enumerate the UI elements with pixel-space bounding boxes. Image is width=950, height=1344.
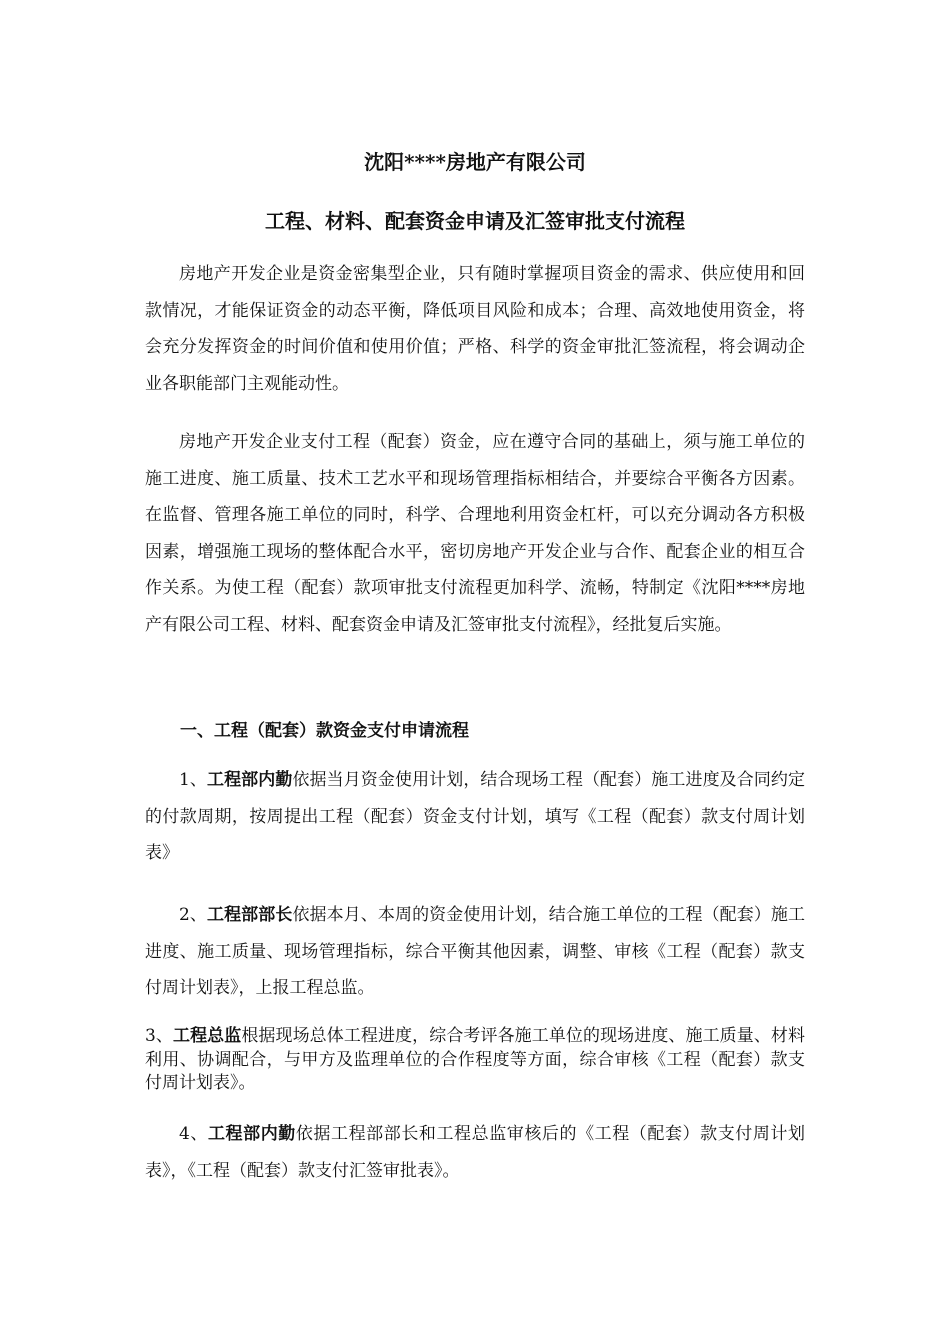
item-text: 根据现场总体工程进度，综合考评各施工单位的现场进度、施工质量、材料利用、协调配合，与甲方及监理单位的合作程度等方面，综合审核《工程（配套）款支付周计划表》。: [145, 1026, 805, 1093]
item-role: 工程部部长: [207, 905, 293, 925]
item-number: 1、: [179, 770, 207, 790]
list-item-3: [145, 1025, 805, 1096]
item-text: 依据工程部部长和工程总监审核后的《工程（配套）款支付周计划表》，《工程（配套）款支付汇签审批表》。: [145, 1124, 805, 1181]
item-role: 工程总监: [172, 1026, 242, 1046]
company-name: 沈阳****房地产有限公司: [364, 150, 586, 174]
item-role: 工程部内勤: [207, 1124, 296, 1144]
intro-paragraph-2: 房地产开发企业支付工程（配套）资金，应在遵守合同的基础上，须与施工单位的施工进度、施工质量、技术工艺水平和现场管理指标相结合，并要综合平衡各方因素。在监督、管理各施工单位的同时，科学、合理地利用资金杠杆，可以充分调动各方积极因素，增强施工现场的整体配合水平，密切房地产开发企业与合作、配套企业的相互合作关系。为使工程（配套）款项审批支付流程更加科学、流畅，特制定《沈阳****房地产有限公司工程、材料、配套资金申请及汇签审批支付流程》，经批复后实施。: [145, 432, 805, 635]
item-number: 4、: [179, 1124, 208, 1144]
intro-paragraph-1: 房地产开发企业是资金密集型企业，只有随时掌握项目资金的需求、供应使用和回款情况，才能保证资金的动态平衡，降低项目风险和成本；合理、高效地使用资金，将会充分发挥资金的时间价值和使用价值；严格、科学的资金审批汇签流程，将会调动企业各职能部门主观能动性。: [145, 264, 805, 394]
list-item-4: [145, 1116, 805, 1189]
item-text: 依据本月、本周的资金使用计划，结合施工单位的工程（配套）施工进度、施工质量、现场管理指标，综合平衡其他因素，调整、审核《工程（配套）款支付周计划表》，上报工程总监。: [145, 905, 806, 998]
item-number: 2、: [179, 905, 207, 925]
item-role: 工程部内勤: [207, 770, 293, 790]
item-number: 3、: [145, 1026, 173, 1046]
section-heading: 一、工程（配套）款资金支付申请流程: [180, 721, 469, 741]
list-item-1: [145, 762, 805, 872]
item-text: 依据当月资金使用计划，结合现场工程（配套）施工进度及合同约定的付款周期，按周提出工程（配套）资金支付计划，填写《工程（配套）款支付周计划表》: [145, 770, 806, 863]
list-item-2: [145, 897, 805, 1007]
document-title: 工程、材料、配套资金申请及汇签审批支付流程: [265, 209, 685, 233]
